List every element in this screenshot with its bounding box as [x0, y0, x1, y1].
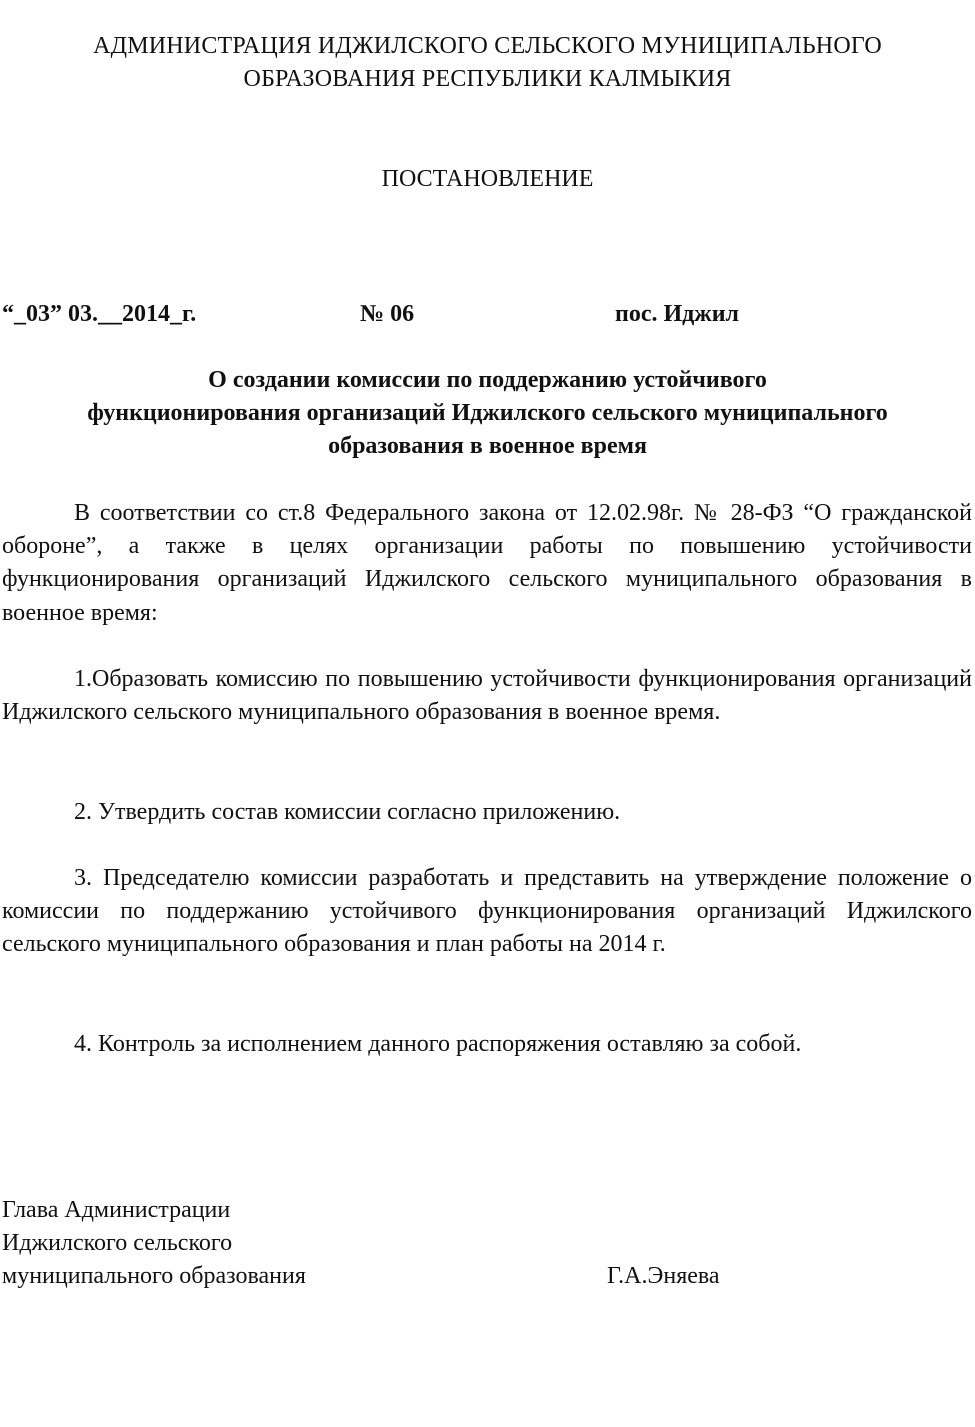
signature-title-line-1: Глава Администрации — [2, 1197, 231, 1223]
clause-1-paragraph: 1.Образовать комиссию по повышению устойчивости функционирования организаций Иджилского сельского муниципального образования в военное время. — [2, 666, 972, 726]
document-number: № 06 — [360, 301, 415, 327]
signature-block — [2, 1194, 306, 1293]
clause-4-paragraph: 4. Контроль за исполнением данного распоряжения оставляю за собой. — [74, 1031, 802, 1057]
document-meta — [0, 297, 975, 331]
document-title: ПОСТАНОВЛЕНИЕ — [381, 166, 594, 192]
document-subject — [0, 364, 975, 463]
subject-line-1: О создании комиссии по поддержанию устойчивого — [208, 367, 767, 393]
header-line-2: ОБРАЗОВАНИЯ РЕСПУБЛИКИ КАЛМЫКИЯ — [243, 66, 732, 92]
clause-3-paragraph: 3. Председателю комиссии разработать и представить на утверждение положение о комиссии по поддержанию устойчивого функционирования организаций Иджилского сельского муниципального образования и план работы на 2014 г. — [2, 865, 972, 958]
document-date: “_03” 03.__2014_г. — [2, 301, 197, 327]
signature-title-line-3: муниципального образования — [2, 1263, 306, 1289]
subject-line-3: образования в военное время — [328, 433, 647, 459]
document-header — [0, 30, 975, 96]
clause-2-paragraph: 2. Утвердить состав комиссии согласно приложению. — [74, 799, 621, 825]
subject-line-2: функционирования организаций Иджилского сельского муниципального — [87, 400, 888, 426]
document-place: пос. Иджил — [615, 301, 739, 327]
preamble-paragraph: В соответствии со ст.8 Федерального закона от 12.02.98г. № 28-ФЗ “О гражданской обороне”, а также в целях организации работы по повышению устойчивости функционирования организаций Иджилского сельского муниципального образования в военное время: — [2, 500, 972, 626]
signature-title-line-2: Иджилского сельского — [2, 1230, 233, 1256]
header-line-1: АДМИНИСТРАЦИЯ ИДЖИЛСКОГО СЕЛЬСКОГО МУНИЦИПАЛЬНОГО — [93, 33, 882, 59]
signatory-name: Г.А.Эняева — [607, 1263, 720, 1289]
